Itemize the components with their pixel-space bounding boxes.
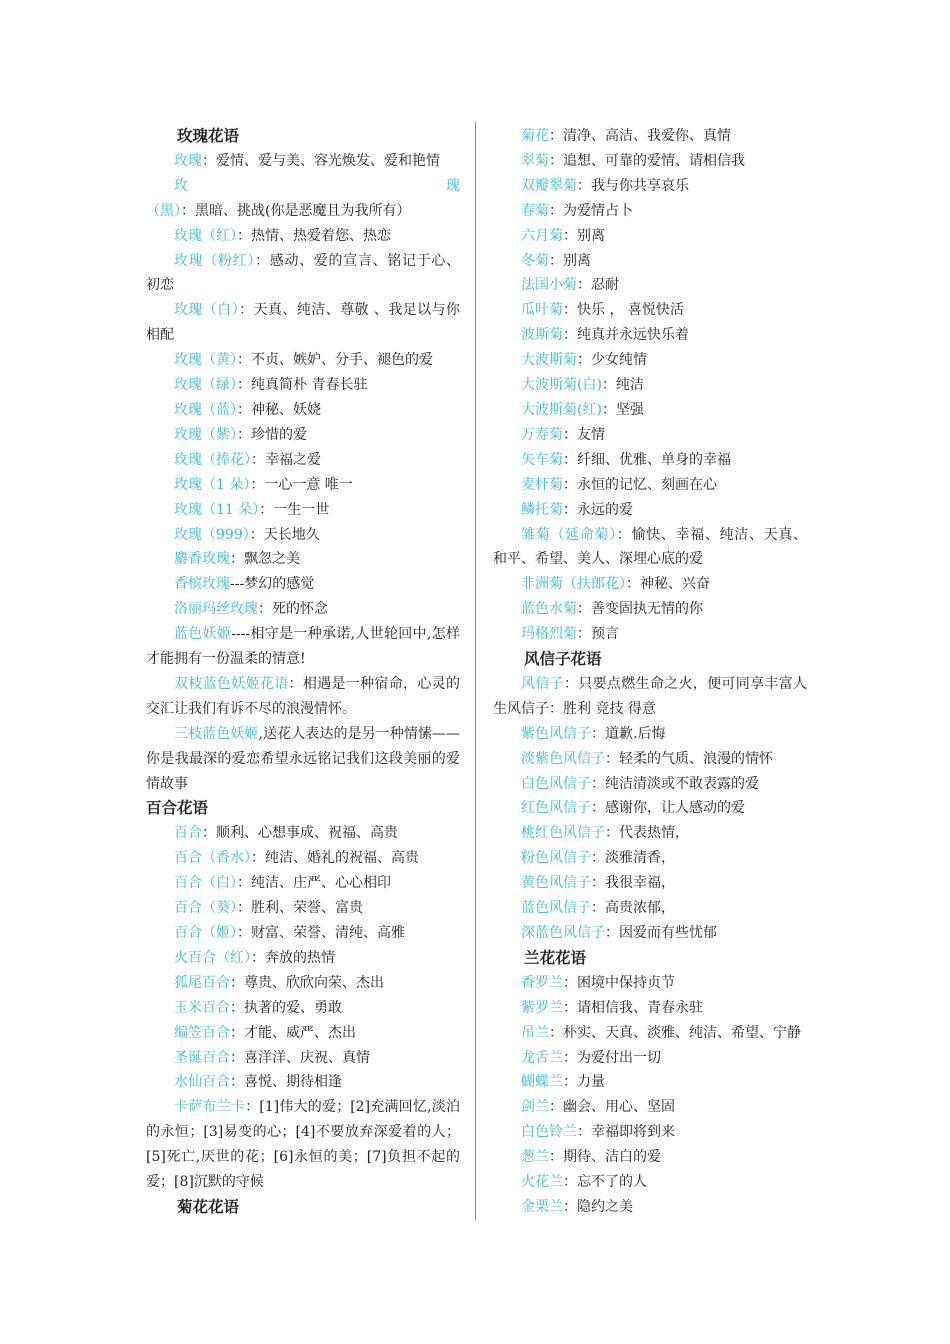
flower-meaning: ：愉快、幸福、纯洁、天真、和平、希望、美人、深埋心底的爱 (493, 526, 808, 568)
flower-entry (493, 174, 807, 199)
flower-entry (493, 971, 807, 996)
flower-entry (146, 597, 460, 622)
flower-meaning: ：为爱付出一切 (563, 1049, 661, 1066)
flower-meaning: ：神秘、兴奋 (626, 576, 710, 593)
flower-name: 玫瑰（白） (174, 302, 240, 319)
flower-name: 麦杆菊 (521, 476, 563, 493)
flower-entry (146, 722, 460, 797)
flower-entry (146, 1095, 460, 1195)
flower-entry (493, 1021, 807, 1046)
flower-name: 火百合（红） (174, 949, 251, 966)
flower-meaning: ：隐约之美 (563, 1198, 633, 1215)
flower-entry (146, 996, 460, 1021)
flower-name: 白色风信子 (521, 775, 591, 792)
flower-entry (493, 796, 807, 821)
flower-meaning: ：永远的爱 (563, 501, 633, 518)
flower-meaning: ：天真、纯洁、尊敬 、我足以与你相配 (146, 302, 461, 344)
flower-meaning: ：友情 (563, 426, 605, 443)
flower-entry (493, 921, 807, 946)
flower-name: 蓝色妖姬 (174, 626, 232, 643)
flower-entry (146, 871, 460, 896)
flower-meaning: ：快乐 ， 喜悦快活 (563, 302, 684, 319)
flower-meaning: ：困境中保持贞节 (563, 974, 675, 991)
flower-entry (493, 473, 807, 498)
flower-meaning: ：追想、可靠的爱情、请相信我 (549, 152, 745, 169)
flower-name: 编笠百合 (174, 1024, 230, 1041)
flower-meaning: ：别离 (549, 252, 591, 269)
flower-name: 玉米百合 (174, 999, 230, 1016)
flower-name: 剑兰 (521, 1099, 549, 1116)
flower-name: 玫瑰 (174, 152, 202, 169)
flower-meaning: ：死的怀念 (258, 601, 328, 618)
flower-name: 黄色风信子 (521, 875, 591, 892)
flower-meaning: ：喜洋洋、庆祝、真情 (230, 1049, 370, 1066)
flower-meaning: ：永恒的记忆、刻画在心 (563, 476, 717, 493)
flower-name: 大波斯菊 (521, 352, 577, 369)
flower-entry (493, 423, 807, 448)
section-heading: 百合花语 (146, 799, 209, 818)
flower-name: 玛格烈菊 (521, 626, 577, 643)
left-column (146, 124, 460, 1220)
flower-entry (146, 672, 460, 722)
flower-meaning: ：尊贵、欣欣向荣、杰出 (230, 974, 384, 991)
flower-meaning: ：才能、威严、杰出 (230, 1024, 356, 1041)
flower-name: 桃红色风信子 (521, 825, 605, 842)
flower-entry (146, 1021, 460, 1046)
flower-entry (493, 672, 807, 722)
flower-entry (146, 896, 460, 921)
flower-name: 玫瑰（1 朵） (174, 476, 251, 493)
flower-name: 蓝色风信子 (521, 900, 591, 917)
flower-entry (493, 572, 807, 597)
flower-meaning: ：喜悦、期待相逢 (230, 1074, 342, 1091)
flower-entry (493, 1170, 807, 1195)
flower-name: 六月菊 (521, 227, 563, 244)
flower-entry (146, 946, 460, 971)
flower-meaning: ：幽会、用心、坚固 (549, 1099, 675, 1116)
flower-meaning: ：黑暗、挑战(你是恶魔且为我所有） (181, 202, 411, 219)
flower-entry (493, 523, 807, 573)
flower-name: 玫瑰（红） (174, 227, 237, 244)
flower-entry (493, 199, 807, 224)
flower-name: 玫瑰（绿） (174, 377, 237, 394)
flower-meaning: ：坚强 (601, 401, 644, 418)
flower-entry (493, 772, 807, 797)
flower-name: 玫瑰（999） (174, 526, 250, 543)
flower-entry (146, 373, 460, 398)
flower-name: 矢车菊 (521, 451, 563, 468)
flower-name: 吊兰 (521, 1024, 549, 1041)
flower-meaning: ：幸福之爱 (251, 451, 321, 468)
flower-name: 玫瑰（粉红） (174, 252, 256, 269)
flower-name: 玫瑰（蓝） (174, 401, 237, 418)
flower-entry (493, 1046, 807, 1071)
flower-entry (146, 249, 460, 299)
flower-entry (493, 722, 807, 747)
flower-name: 大波斯菊(白) (521, 377, 602, 394)
flower-name: 法国小菊 (521, 277, 577, 294)
flower-meaning: ：因爱而有些忧郁 (605, 925, 717, 941)
flower-entry (146, 224, 460, 249)
flower-name: 香罗兰 (521, 974, 563, 991)
flower-meaning: ：一生一世 (259, 501, 330, 518)
flower-meaning: ：珍惜的爱 (237, 426, 307, 443)
flower-name: 双枝蓝色妖姬花语 (174, 675, 289, 692)
flower-meaning: ：我与你共享哀乐 (577, 177, 689, 194)
flower-entry (493, 846, 807, 871)
flower-name: 卡萨布兰卡 (174, 1099, 246, 1116)
flower-meaning: ：神秘、妖娆 (237, 401, 321, 418)
flower-name: 百合（香水） (174, 850, 251, 867)
flower-entry (146, 821, 460, 846)
flower-entry (493, 498, 807, 523)
flower-name: 葱兰 (521, 1149, 549, 1166)
flower-meaning: ：幸福即将到来 (577, 1124, 675, 1141)
flower-name: 红色风信子 (521, 800, 591, 817)
flower-entry (493, 821, 807, 846)
flower-meaning: ：热情、热爱着您、热恋 (237, 227, 391, 244)
flower-entry (146, 174, 460, 224)
flower-name: 春菊 (521, 202, 549, 219)
flower-name: 洛丽玛丝玫瑰 (174, 601, 258, 618)
flower-name: 百合 (174, 825, 202, 842)
flower-meaning: ：纯洁清淡或不敢表露的爱 (591, 775, 759, 792)
flower-entry (493, 298, 807, 323)
flower-name: 水仙百合 (174, 1074, 230, 1091)
flower-entry (146, 547, 460, 572)
flower-entry (493, 348, 807, 373)
flower-name: 玫瑰（11 朵） (174, 501, 260, 518)
flower-meaning: ：奔放的热情 (251, 949, 335, 966)
flower-meaning: ：纤细、优雅、单身的幸福 (563, 451, 731, 468)
flower-name: 蝴蝶兰 (521, 1074, 563, 1091)
flower-entry (493, 373, 807, 398)
flower-entry (493, 1145, 807, 1170)
flower-name: 龙舌兰 (521, 1049, 563, 1066)
flower-entry (493, 896, 807, 921)
flower-name: 淡紫色风信子 (521, 750, 605, 767)
flower-entry (493, 448, 807, 473)
flower-entry (146, 398, 460, 423)
flower-meaning: ：为爱情占卜 (549, 202, 633, 219)
flower-name: 百合（白） (174, 875, 237, 892)
flower-name: 玫瑰（紫） (174, 426, 237, 443)
flower-entry (146, 473, 460, 498)
flower-meaning: ：淡雅清香， (591, 850, 675, 867)
flower-meaning: ：天长地久 (249, 526, 320, 543)
flower-entry (493, 124, 807, 149)
flower-meaning: ：代表热情， (605, 825, 689, 842)
flower-meaning: ：胜利、荣誉、富贵 (237, 900, 363, 917)
flower-entry (493, 622, 807, 647)
flower-name: 麝香玫瑰 (174, 551, 230, 568)
flower-entry (493, 597, 807, 622)
flower-entry (146, 846, 460, 871)
flower-meaning: ：道歉.后悔 (591, 725, 666, 742)
flower-name: 狐尾百合 (174, 974, 230, 991)
section-heading: 风信子花语 (524, 650, 602, 669)
flower-meaning: ：相遇是一种宿命，心灵的交汇让我们有诉不尽的浪漫情怀。 (146, 675, 461, 717)
flower-entry (493, 747, 807, 772)
flower-entry (146, 448, 460, 473)
flower-name: 三枝蓝色妖姬 (174, 725, 259, 742)
flower-entry (146, 149, 460, 174)
flower-meaning: ：只要点燃生命之火，便可同享丰富人生风信子：胜利 竞技 得意 (493, 675, 808, 717)
flower-meaning: ：[1]伟大的爱；[2]充满回忆,淡泊的永恒；[3]易变的心；[4]不要放弃深爱着的人；[5]死亡,厌世的花；[6]永恒的美；[7]负担不起的爱；[8]沉默的守候 (146, 1099, 460, 1191)
flower-name: 百合（姬） (174, 925, 237, 941)
flower-meaning: ：财富、荣誉、清纯、高雅 (237, 925, 405, 941)
flower-name: 紫色风信子 (521, 725, 591, 742)
flower-entry (146, 523, 460, 548)
flower-name: 波斯菊 (521, 327, 563, 344)
flower-meaning: ：我很幸福， (591, 875, 675, 892)
flower-entry (493, 323, 807, 348)
flower-name: 火花兰 (521, 1174, 563, 1191)
flower-meaning: ----相守是一种承诺,人世轮回中,怎样才能拥有一份温柔的情意! (146, 626, 460, 668)
flower-meaning: ：纯真简朴 青春长驻 (237, 377, 368, 394)
flower-meaning: ：忘不了的人 (563, 1174, 647, 1191)
flower-meaning: ：善变固执无情的你 (577, 601, 703, 618)
flower-meaning: ：高贵浓郁， (591, 900, 675, 917)
flower-name: 非洲菊（扶郎花） (521, 576, 626, 593)
flower-name: 蓝色水菊 (521, 601, 577, 618)
flower-name: 瓜叶菊 (521, 302, 563, 319)
flower-name: 双瓣翠菊 (521, 177, 577, 194)
flower-entry (146, 498, 460, 523)
flower-meaning: ：纯洁 (601, 377, 644, 394)
flower-meaning: ：少女纯情 (577, 352, 647, 369)
flower-entry (493, 871, 807, 896)
flower-entry (493, 1120, 807, 1145)
flower-name: 鳞托菊 (521, 501, 563, 518)
flower-name: 深蓝色风信子 (521, 925, 605, 941)
flower-entry (146, 298, 460, 348)
flower-entry (146, 348, 460, 373)
flower-meaning: ：爱情、爱与美、容光焕发、爱和艳情 (202, 152, 440, 169)
flower-entry (146, 1046, 460, 1071)
flower-name: 大波斯菊(红) (521, 401, 602, 418)
flower-entry (493, 273, 807, 298)
flower-name: 冬菊 (521, 252, 549, 269)
flower-entry (146, 921, 460, 946)
section-heading: 菊花花语 (177, 1197, 240, 1216)
flower-name: 圣诞百合 (174, 1049, 230, 1066)
flower-name: 白色铃兰 (521, 1124, 577, 1141)
flower-meaning: ：轻柔的气质、浪漫的情怀 (605, 750, 773, 767)
flower-name: 百合（葵） (174, 900, 237, 917)
flower-name: 菊花 (521, 128, 549, 144)
flower-meaning: ---梦幻的感觉 (230, 576, 315, 593)
flower-name: 金栗兰 (521, 1198, 563, 1215)
flower-entry (493, 149, 807, 174)
flower-entry (146, 423, 460, 448)
column-divider (475, 122, 476, 1220)
flower-meaning: ：执著的爱、勇敢 (230, 999, 342, 1016)
right-column (493, 124, 807, 1220)
flower-entry (493, 1195, 807, 1220)
flower-meaning: ：请相信我、青春永驻 (563, 999, 703, 1016)
flower-meaning: ：纯真并永远快乐着 (563, 327, 689, 344)
flower-meaning: ：顺利、心想事成、祝福、高贵 (202, 825, 398, 842)
flower-entry (493, 398, 807, 423)
flower-entry (146, 572, 460, 597)
flower-meaning: ：一心一意 唯一 (250, 476, 353, 493)
flower-meaning: ：纯洁、庄严、心心相印 (237, 875, 391, 892)
flower-entry (493, 1070, 807, 1095)
flower-entry (493, 1095, 807, 1120)
flower-name: 雏菊（延命菊） (521, 526, 617, 543)
flower-meaning: ：感谢你，让人感动的爱 (591, 800, 745, 817)
flower-entry (146, 971, 460, 996)
flower-meaning: ：不贞、嫉妒、分手、褪色的爱 (237, 352, 433, 369)
flower-entry (146, 1070, 460, 1095)
flower-name: 粉色风信子 (521, 850, 591, 867)
flower-meaning: ：飘忽之美 (230, 551, 300, 568)
flower-meaning: ,送花人表达的是另一种情愫——你是我最深的爱恋希望永远铭记我们这段美丽的爱情故事 (146, 725, 461, 792)
flower-name: 玫瑰（黄） (174, 352, 237, 369)
flower-name: 风信子 (521, 675, 564, 692)
flower-meaning: ：别离 (563, 227, 605, 244)
flower-entry (493, 996, 807, 1021)
flower-name: 紫罗兰 (521, 999, 563, 1016)
flower-meaning: ：期待、洁白的爱 (549, 1149, 661, 1166)
flower-meaning: ：朴实、天真、淡雅、纯洁、希望、宁静 (549, 1024, 801, 1041)
flower-name: 玫瑰（捧花） (174, 451, 251, 468)
flower-meaning: ：纯洁、婚礼的祝福、高贵 (251, 850, 419, 867)
flower-meaning: ：清净、高洁、我爱你、真情 (549, 128, 731, 144)
flower-entry (493, 224, 807, 249)
flower-entry (493, 249, 807, 274)
flower-name: 香槟玫瑰 (174, 576, 230, 593)
flower-name: 玫瑰（黑） (146, 177, 460, 219)
flower-name: 万寿菊 (521, 426, 563, 443)
flower-meaning: ：忍耐 (577, 277, 619, 294)
flower-entry (146, 622, 460, 672)
flower-meaning: ：力量 (563, 1074, 605, 1091)
flower-name: 翠菊 (521, 152, 549, 169)
flower-meaning: ：感动、爱的宣言、铭记于心、初恋 (146, 252, 461, 294)
section-heading: 玫瑰花语 (177, 127, 240, 145)
flower-meaning: ：预言 (577, 626, 619, 643)
section-heading: 兰花花语 (524, 948, 587, 967)
